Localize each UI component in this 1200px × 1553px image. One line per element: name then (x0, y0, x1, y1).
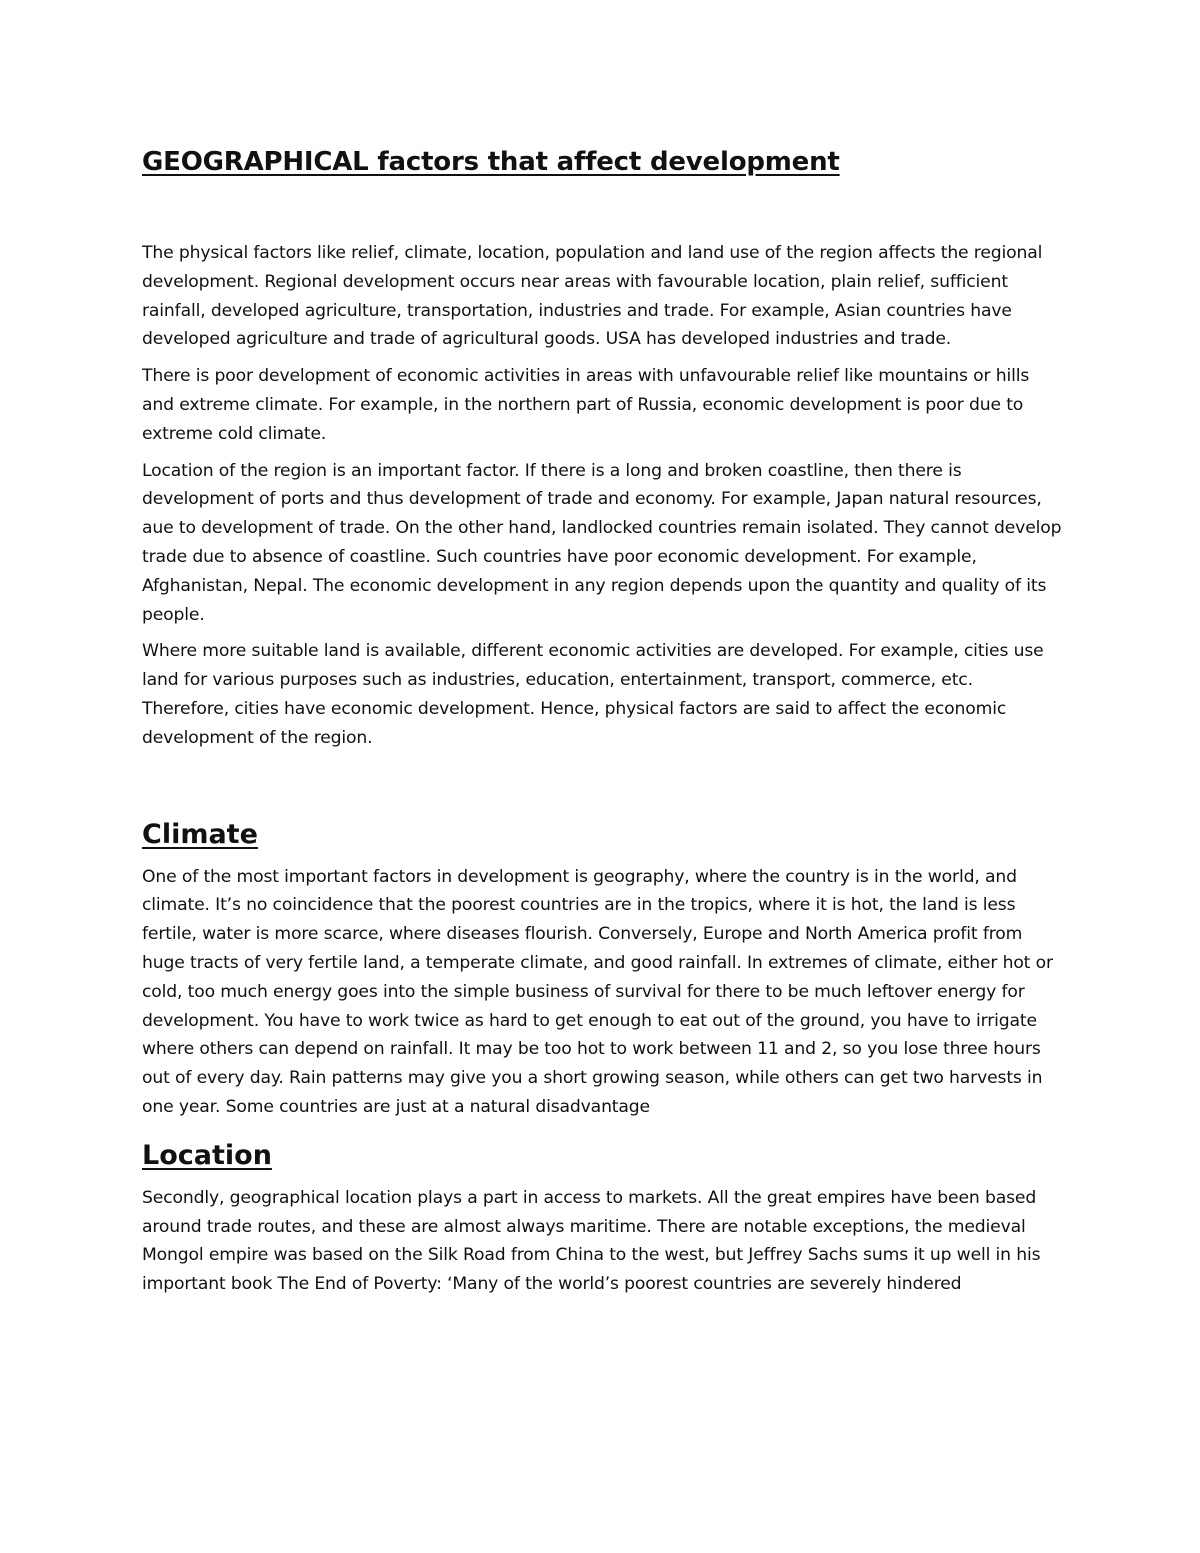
intro-paragraph-4: Where more suitable land is available, different economic activities are developed. For example, cities use land for various purposes such as industries, education, entertainment, transport, commerce, etc. Therefore, cities have economic development. Hence, physical factors are said to affect the economic development of the region. (142, 641, 1044, 748)
document-title: GEOGRAPHICAL factors that affect development (142, 147, 840, 177)
climate-paragraph: One of the most important factors in development is geography, where the country is in the world, and climate. It’s no coincidence that the poorest countries are in the tropics, where it is hot, the land is less fertile, water is more scarce, where diseases flourish. Conversely, Europe and North America profit from huge tracts of very fertile land, a temperate climate, and good rainfall. In extremes of climate, either hot or cold, too much energy goes into the simple business of survival for there to be much leftover energy for development. You have to work twice as hard to get enough to eat out of the ground, you have to irrigate where others can depend on rainfall. It may be too hot to work between 11 and 2, so you lose three hours out of every day. Rain patterns may give you a short growing season, while others can get two harvests in one year. Some countries are just at a natural disadvantage (142, 866, 1053, 1117)
intro-paragraph-3: Location of the region is an important factor. If there is a long and broken coastline, then there is development of ports and thus development of trade and economy. For example, Japan natural resources, aue to development of trade. On the other hand, landlocked countries remain isolated. They cannot develop trade due to absence of coastline. Such countries have poor economic development. For example, Afghanistan, Nepal. The economic development in any region depends upon the quantity and quality of its people. (142, 460, 1062, 625)
intro-paragraph-1: The physical factors like relief, climate, location, population and land use of the region affects the regional development. Regional development occurs near areas with favourable location, plain relief, sufficient rainfall, developed agriculture, transportation, industries and trade. For example, Asian countries have developed agriculture and trade of agricultural goods. USA has developed industries and trade. (142, 243, 1043, 350)
intro-paragraph-2: There is poor development of economic activities in areas with unfavourable relief like mountains or hills and extreme climate. For example, in the northern part of Russia, economic development is poor due to extreme cold climate. (142, 366, 1030, 444)
location-heading: Location (142, 1139, 272, 1171)
location-paragraph: Secondly, geographical location plays a part in access to markets. All the great empires have been based around trade routes, and these are almost always maritime. There are notable exceptions, the medieval Mongol empire was based on the Silk Road from China to the west, but Jeffrey Sachs sums it up well in his important book The End of Poverty: ‘Many of the world’s poorest countries are severely hindered (142, 1187, 1041, 1295)
document-body (142, 145, 1062, 1299)
climate-heading: Climate (142, 818, 258, 850)
